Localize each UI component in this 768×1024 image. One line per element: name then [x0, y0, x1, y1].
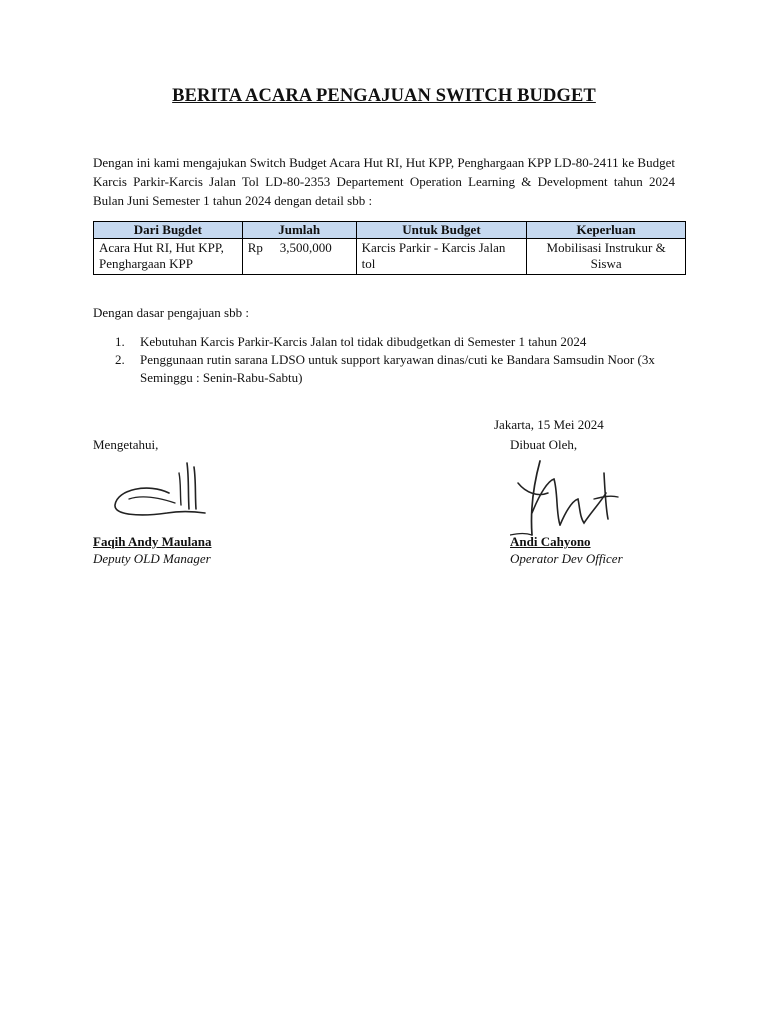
cell-to-budget: Karcis Parkir - Karcis Jalan tol	[356, 239, 527, 275]
table-header-row	[94, 222, 686, 239]
signature-caption: Dibuat Oleh,	[510, 437, 578, 452]
handwritten-signature-icon	[109, 453, 219, 533]
cell-amount	[242, 239, 356, 275]
header-amount: Jumlah	[242, 222, 356, 239]
signature-image	[510, 453, 623, 533]
header-from-budget: Dari Bugdet	[94, 222, 243, 239]
handwritten-signature-icon	[510, 453, 630, 553]
list-item	[93, 333, 693, 351]
signatory-name: Faqih Andy Maulana	[93, 534, 212, 549]
signature-block-left	[93, 436, 212, 567]
header-purpose: Keperluan	[527, 222, 686, 239]
signatory-role: Deputy OLD Manager	[93, 551, 211, 566]
signature-block-right	[510, 436, 623, 567]
document-title: BERITA ACARA PENGAJUAN SWITCH BUDGET	[172, 86, 596, 106]
table-row	[94, 239, 686, 275]
header-to-budget: Untuk Budget	[356, 222, 527, 239]
place-date: Jakarta, 15 Mei 2024	[494, 417, 604, 432]
list-item	[93, 351, 693, 387]
list-item-text: Penggunaan rutin sarana LDSO untuk support karyawan dinas/cuti ke Bandara Samsudin Noor (3x Seminggu : Senin-Rabu-Sabtu)	[140, 352, 655, 385]
reasons-list	[93, 333, 693, 387]
currency-label: Rp	[247, 240, 263, 255]
signature-caption: Mengetahui,	[93, 437, 159, 452]
signature-image	[93, 453, 212, 533]
intro-paragraph: Dengan ini kami mengajukan Switch Budget Acara Hut RI, Hut KPP, Penghargaan KPP LD-80-2411 ke Budget Karcis Parkir-Karcis Jalan Tol LD-80-2353 Departement Operation Learning & Development tahun 2024 Bulan Juni Semester 1 tahun 2024 dengan detail sbb :	[93, 155, 675, 208]
cell-purpose: Mobilisasi Instrukur & Siswa	[527, 239, 686, 275]
amount-value: 3,500,000	[279, 240, 332, 255]
cell-from-budget: Acara Hut RI, Hut KPP, Penghargaan KPP	[94, 239, 243, 275]
list-item-number: 1.	[115, 334, 125, 349]
signatory-role: Operator Dev Officer	[510, 551, 623, 566]
budget-detail-table	[93, 221, 686, 275]
basis-label: Dengan dasar pengajuan sbb :	[93, 305, 249, 320]
list-item-number: 2.	[115, 352, 125, 367]
signatory-name: Andi Cahyono	[510, 534, 591, 549]
list-item-text: Kebutuhan Karcis Parkir-Karcis Jalan tol tidak dibudgetkan di Semester 1 tahun 2024	[140, 334, 587, 349]
